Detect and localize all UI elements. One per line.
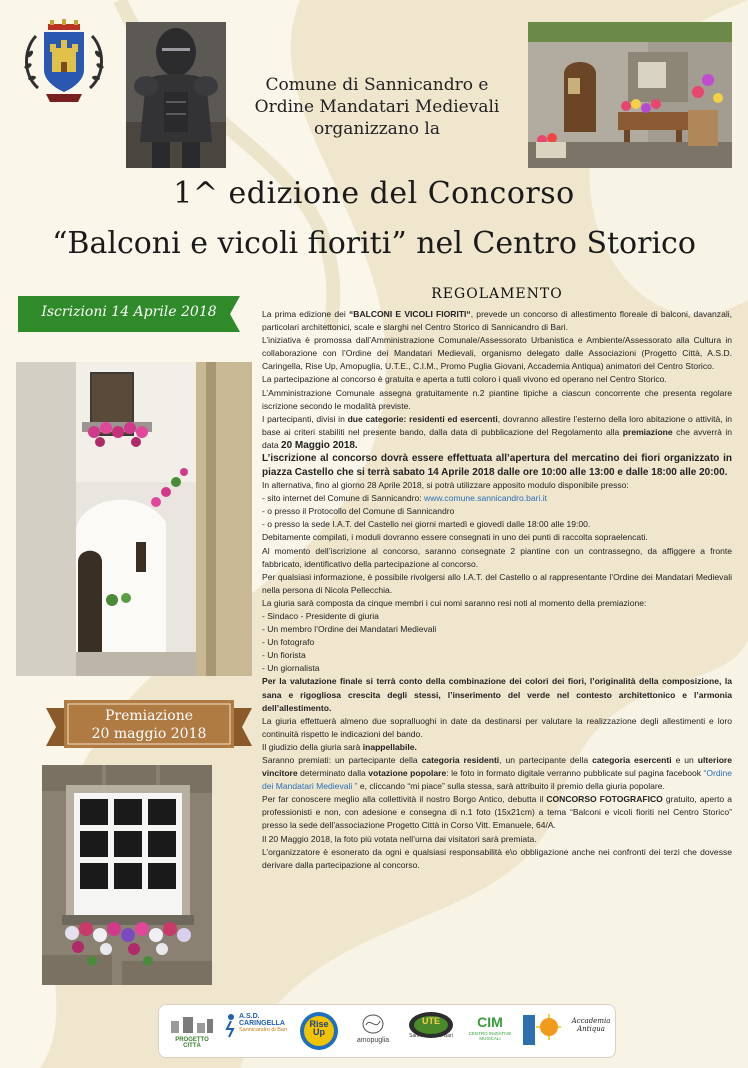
caringella-label: A.S.D. CARINGELLA bbox=[239, 1013, 285, 1027]
jury-member: - Sindaco - Presidente di giuria bbox=[262, 610, 379, 621]
text-run: Il giudizio della giuria sarà bbox=[262, 741, 363, 752]
facebook-page-link[interactable]: “Ordine dei Mandatari Medievali ” bbox=[262, 768, 733, 792]
rules-item-protocol: - o presso il Protocollo del Comune di Sannicandro bbox=[262, 506, 455, 517]
residents-emphasis: categoria residenti bbox=[421, 755, 500, 765]
progetto-citta-label: PROGETTO CITTÀ bbox=[175, 1037, 209, 1047]
rules-paragraph-participation: La partecipazione al concorso è gratuita e aperta a tutti coloro i quali vivono ed operano nel Centro Storico. bbox=[262, 374, 667, 385]
stone-window-flowers-photo bbox=[42, 765, 212, 985]
caringella-logo bbox=[223, 1013, 289, 1047]
ute-town: Sannicandro di Bari bbox=[409, 1033, 453, 1039]
final-emphasis: inappellabile. bbox=[362, 741, 417, 752]
amopuglia-logo bbox=[351, 1013, 395, 1047]
text-run: I partecipanti, divisi in bbox=[262, 413, 348, 424]
rules-paragraph-prizes bbox=[262, 754, 732, 793]
organizers-text bbox=[232, 74, 522, 140]
award-ribbon bbox=[46, 694, 252, 754]
rise-up-logo bbox=[297, 1011, 341, 1051]
text-run: e un bbox=[671, 755, 698, 765]
rules-paragraph-delivery: Debitamente compilati, i moduli dovranno essere consegnati in uno dei punti di raccolta sopraelencati. bbox=[262, 532, 648, 543]
text-run: gratuito, aperto a professionisti e non, con adesione e consegna di n.1 foto (15x21cm) a tema “Balconi e vicoli fioriti nel Centro Storico” presso la sede dell’associazione Progetto Città in Corso Vitt. Emanuele, 64/A. bbox=[262, 794, 732, 831]
rules-paragraph-alternative: In alternativa, fino al giorno 28 Aprile 2018, si potrà utilizzare apposito modulo disponibile presso: bbox=[262, 480, 629, 491]
cim-label: CIM bbox=[477, 1014, 503, 1030]
rules-paragraph-marker: Al momento dell’iscrizione al concorso, saranno consegnate 2 piantine con un contrassegno, da affiggere a fronte fabbricato, identificativo della partecipazione al concorso. bbox=[262, 545, 732, 569]
award-date: 20 maggio 2018 bbox=[91, 726, 207, 742]
accademia-antiqua-logo bbox=[569, 1017, 613, 1051]
organizer-line-2: Ordine Mandatari Medievali bbox=[254, 97, 500, 117]
jury-member: - Un membro l’Ordine dei Mandatari Medievali bbox=[262, 624, 437, 635]
ute-label: UTE bbox=[422, 1016, 440, 1026]
rules-paragraph-final bbox=[262, 741, 732, 754]
text-run: , prevede un concorso di allestimento floreale di balconi, davanzali, particolari architettonici, scale e slarghi nel Centro Storico di Sannicandro di Bari. bbox=[262, 309, 733, 333]
rules-paragraph-categories bbox=[262, 413, 732, 452]
categories-emphasis: due categorie: residenti ed esercenti bbox=[347, 413, 498, 424]
rules-heading: REGOLAMENTO bbox=[431, 286, 563, 302]
rules-paragraph-info: Per qualsiasi informazione, è possibile rivolgersi allo I.A.T. del Castello o al rappresentante l’Ordine dei Mandatari Medievali nella persona di Nicola Pellecchia. bbox=[262, 571, 732, 595]
rules-paragraph-photo-award: Il 20 Maggio 2018, la foto più votata nell’urna dai visitatori sarà premiata. bbox=[262, 833, 537, 844]
text-run: , un partecipante della bbox=[499, 755, 593, 765]
rules-paragraph-plants: L’Amministrazione Comunale assegna gratuitamente n.2 piantine tipiche a ciascun concorrente che presenta regolare iscrizione secondo le modalità previste. bbox=[262, 387, 732, 411]
award-label: Premiazione bbox=[104, 708, 194, 724]
text-run: , dovranno allestire l’esterno della loro abitazione o attività, in base ai criteri stabiliti nel presente bando, dalla data di pubblicazione del Regolamento alla bbox=[262, 413, 732, 437]
ute-logo bbox=[407, 1011, 455, 1051]
registration-date-label: Iscrizioni 14 Aprile 2018 bbox=[41, 304, 217, 320]
knight-armor-photo bbox=[126, 22, 226, 168]
text-run: : le foto in formato digitale verranno pubblicate sul pagina facebook bbox=[446, 768, 704, 779]
jury-member: - Un fiorista bbox=[262, 650, 306, 661]
rules-body bbox=[262, 308, 732, 872]
award-emphasis: premiazione bbox=[622, 426, 673, 437]
registration-ribbon bbox=[18, 294, 240, 334]
accademia-line-1: Accademia bbox=[571, 1017, 611, 1025]
photo-contest-emphasis: CONCORSO FOTOGRAFICO bbox=[546, 794, 663, 805]
rules-paragraph-registration: L’iscrizione al concorso dovrà essere effettuata all’apertura del mercatino dei fiori organizzato in piazza Castello che si terrà sabato 14 Aprile 2018 dalle ore 10:00 alle 13:00 e dalle 18:00 alle 20:00. bbox=[262, 453, 732, 478]
rules-item-iat: - o presso la sede I.A.T. del Castello nei giorni martedì e giovedì dalle 18:00 alle 19:00. bbox=[262, 519, 591, 530]
sponsor-logos-bar bbox=[158, 1004, 616, 1058]
text-run: La prima edizione dei bbox=[262, 309, 349, 319]
text-run: Per far conoscere meglio alla collettività il nostro Borgo Antico, debutta il bbox=[262, 794, 547, 805]
organizer-line-3: organizzano la bbox=[314, 119, 440, 139]
jury-member: - Un giornalista bbox=[262, 663, 320, 674]
rules-paragraph-photo-contest bbox=[262, 793, 732, 832]
organizer-line-1: Comune di Sannicandro e bbox=[265, 75, 489, 95]
contest-title-line-2: “Balconi e vicoli fioriti” nel Centro Storico bbox=[52, 226, 696, 261]
rules-paragraph-inspections: La giuria effettuerà almeno due sopralluoghi in date da destinarsi per valutare la realizzazione degli allestimenti e loro continuità rispetto le indicazioni del bando. bbox=[262, 715, 732, 739]
contest-title-line-1: 1^ edizione del Concorso bbox=[173, 176, 575, 211]
stone-cottage-flowers-photo bbox=[528, 22, 732, 168]
popular-vote-emphasis: votazione popolare bbox=[368, 768, 447, 779]
contest-name: “BALCONI E VICOLI FIORITI“ bbox=[349, 309, 471, 319]
rules-paragraph-evaluation: Per la valutazione finale si terrà conto della combinazione dei colori dei fiori, l’originalità della composizione, la sana e rigogliosa crescita degli stessi, l’inserimento del verde nel contesto architettonico e l’armonia dell’allestimento. bbox=[262, 676, 732, 713]
cim-logo bbox=[467, 1013, 513, 1047]
award-date-emphasis: 20 Maggio 2018. bbox=[281, 439, 358, 451]
jury-member: - Un fotografo bbox=[262, 637, 315, 648]
rules-paragraph-promotion: L’iniziativa è promossa dall’Amministrazione Comunale/Assessorato Urbanistica e Ambiente/Assessorato alla Cultura in collaborazione con l’Ordine dei Mandatari Medievali, organismo delegato dalle Associazioni (Progetto Città, A.S.D. Caringella, Rise Up, Amopuglia, U.T.E., C.I.M., Promo Puglia Giovani, Accademia Antiqua) animatori del Centro Storico. bbox=[262, 335, 732, 372]
text-run: e, cliccando “mi piace” sulla stessa, sarà attribuito il premio della giuria popolare. bbox=[357, 781, 665, 792]
accademia-line-2: Antiqua bbox=[577, 1025, 605, 1033]
rules-paragraph-jury: La giuria sarà composta da cinque membri i cui nomi saranno resi noti al momento della premiazione: bbox=[262, 597, 647, 608]
rules-paragraph-intro bbox=[262, 308, 732, 334]
whitewashed-alley-photo bbox=[16, 362, 252, 676]
text-run: che avverrà in data bbox=[262, 426, 733, 450]
rise-up-line-1: Rise bbox=[309, 1019, 329, 1029]
extra-winner-emphasis: ulteriore vincitore bbox=[262, 755, 732, 779]
text-run: Saranno premiati: un partecipante della bbox=[262, 755, 422, 765]
amopuglia-label: amopuglia bbox=[356, 1037, 390, 1044]
rules-item-website bbox=[262, 492, 732, 505]
cim-subtitle: CENTRO INIZIATIVE MUSICALI bbox=[468, 1031, 512, 1041]
promo-puglia-logo bbox=[521, 1013, 561, 1047]
rules-paragraph-liability: L’organizzatore è esonerato da ogni e qualsiasi responsabilità e\o obbligazione anche nei confronti dei terzi che dovesse derivare dalla partecipazione al concorso. bbox=[262, 846, 732, 870]
caringella-town: Sannicandro di Bari bbox=[239, 1027, 288, 1033]
progetto-citta-logo bbox=[167, 1013, 217, 1047]
municipality-website-link[interactable]: www.comune.sannicandro.bari.it bbox=[424, 493, 548, 504]
rise-up-line-2: Up bbox=[313, 1027, 325, 1037]
text-run: - sito internet del Comune di Sannicandro: bbox=[262, 493, 425, 504]
municipal-crest-logo bbox=[16, 18, 112, 110]
businesses-emphasis: categoria esercenti bbox=[592, 755, 672, 765]
text-run: determinato dalla bbox=[297, 768, 369, 779]
